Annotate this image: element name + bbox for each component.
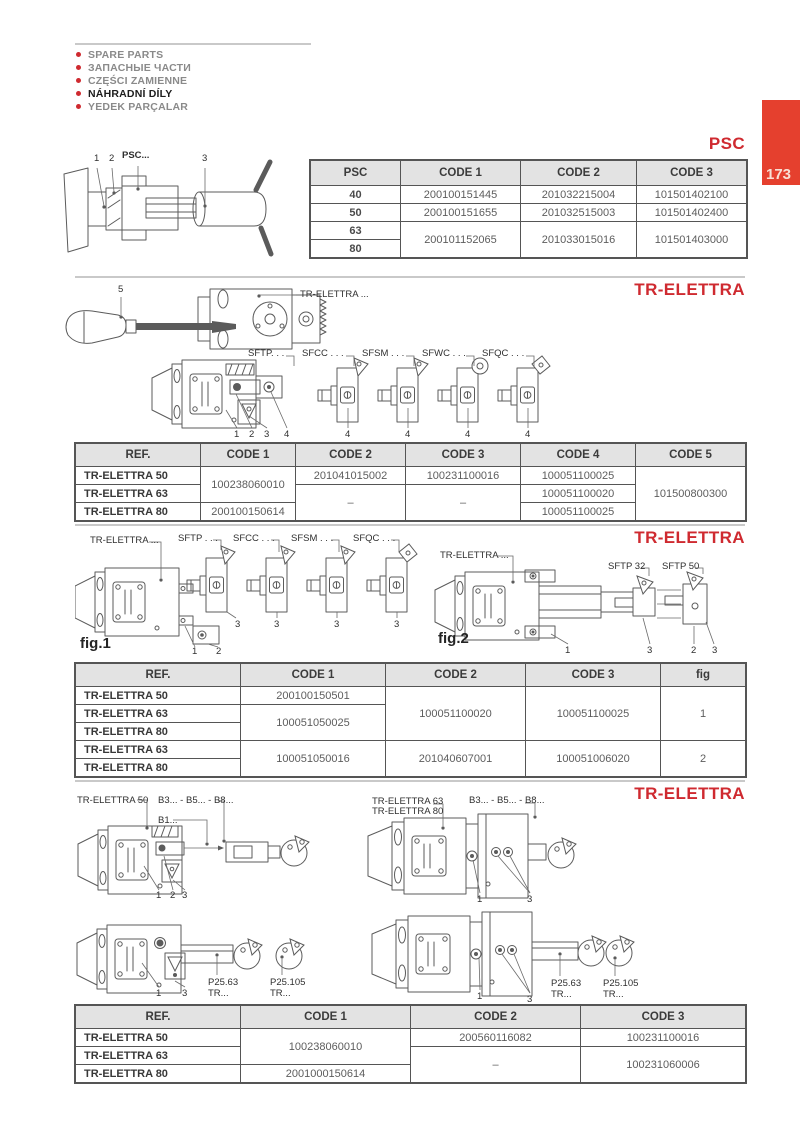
- callout-1: 1: [192, 646, 198, 657]
- p25-105-code: P25.105: [603, 978, 639, 989]
- callout-2: 2: [170, 890, 176, 901]
- code-cell: 100051100025: [526, 687, 661, 741]
- bullet-icon: [76, 104, 81, 109]
- col-code2: CODE 2: [411, 1006, 581, 1029]
- ref-cell: 63: [311, 222, 401, 240]
- col-code4: CODE 4: [521, 444, 636, 467]
- section-title-tr-elettra-3: TR-ELETTRA: [634, 784, 745, 803]
- tool-label-sfqc: SFQC . . .: [353, 533, 396, 544]
- col-fig: fig: [661, 664, 746, 687]
- code-cell: –: [296, 485, 406, 521]
- language-title-list: [76, 48, 191, 113]
- code-cell: 101500800300: [636, 467, 746, 521]
- code-cell: 200560116082: [411, 1029, 581, 1047]
- ref-label-63: TR-ELETTRA 63: [372, 796, 444, 807]
- table-row: [76, 687, 746, 705]
- title-cz: NÁHRADNÍ DÍLY: [88, 87, 173, 100]
- callout-4: 4: [525, 429, 531, 440]
- p25-63-code: P25.63: [551, 978, 582, 989]
- ref-label: TR-ELETTRA ...: [440, 550, 509, 561]
- table-row: [311, 186, 747, 204]
- code-cell: 100238060010: [241, 1029, 411, 1065]
- ref-cell: TR-ELETTRA 80: [76, 503, 201, 521]
- ref-cell: 40: [311, 186, 401, 204]
- col-code3: CODE 3: [406, 444, 521, 467]
- code-cell: 100231060006: [581, 1047, 746, 1083]
- code-cell: 200100151445: [401, 186, 521, 204]
- psc-table: [310, 160, 747, 258]
- code-cell: 200100151655: [401, 204, 521, 222]
- ref-label-80: TR-ELETTRA 80: [372, 806, 444, 817]
- p25-105-tr: TR...: [603, 989, 624, 1000]
- code-cell: 100051100025: [521, 467, 636, 485]
- p25-63-label: [551, 978, 581, 1000]
- psc-drawing: [58, 146, 302, 260]
- callout-3: 3: [202, 153, 208, 164]
- list-item: [76, 87, 191, 100]
- tr-elettra-table-1: [75, 443, 746, 521]
- bullet-icon: [76, 65, 81, 70]
- callout-2: 2: [691, 645, 697, 656]
- fig2-drawing: [425, 530, 750, 655]
- tr-elettra-table-2: [75, 663, 746, 777]
- callout-4: 4: [345, 429, 351, 440]
- fig1-caption: fig.1: [80, 635, 111, 652]
- callout-2: 2: [249, 429, 255, 440]
- table-header-row: [76, 444, 746, 467]
- list-item: [76, 61, 191, 74]
- fig-cell: 1: [661, 687, 746, 741]
- code-cell: 101501402100: [637, 186, 747, 204]
- ref-label: TR-ELETTRA 50: [77, 795, 149, 806]
- p25-63-label: [208, 977, 238, 999]
- section-title-tr-elettra-1: TR-ELETTRA: [634, 280, 745, 299]
- p25-drawing-50: [70, 905, 370, 1005]
- col-code1: CODE 1: [401, 161, 521, 186]
- callout-3: 3: [182, 890, 188, 901]
- col-psc: PSC: [311, 161, 401, 186]
- code-cell: 100051050016: [241, 741, 386, 777]
- col-ref: REF.: [76, 1006, 241, 1029]
- tr-elettra-table-3: [75, 1005, 746, 1083]
- p25-drawing-63-80: [365, 900, 675, 1005]
- callout-3: 3: [274, 619, 280, 630]
- title-pl: CZĘŚCI ZAMIENNE: [88, 74, 188, 87]
- ref-cell: TR-ELETTRA 80: [76, 723, 241, 741]
- callout-3: 3: [235, 619, 241, 630]
- col-code2: CODE 2: [296, 444, 406, 467]
- b-series-label: B3... - B5... - B8...: [158, 795, 234, 806]
- p25-105-tr: TR...: [270, 988, 291, 999]
- list-item: [76, 100, 191, 113]
- ref-cell: TR-ELETTRA 63: [76, 485, 201, 503]
- col-ref: REF.: [76, 664, 241, 687]
- ref-cell: TR-ELETTRA 80: [76, 1065, 241, 1083]
- col-code3: CODE 3: [581, 1006, 746, 1029]
- callout-3: 3: [527, 994, 533, 1005]
- code-cell: 201032515003: [521, 204, 637, 222]
- callout-3: 3: [647, 645, 653, 656]
- table-header-row: [311, 161, 747, 186]
- table-row: [76, 467, 746, 485]
- ref-cell: TR-ELETTRA 63: [76, 1047, 241, 1065]
- fig-cell: 2: [661, 741, 746, 777]
- bullet-icon: [76, 78, 81, 83]
- callout-1: 1: [156, 890, 162, 901]
- code-cell: –: [406, 485, 521, 521]
- callout-3: 3: [527, 894, 533, 905]
- callout-1: 1: [234, 429, 240, 440]
- col-code3: CODE 3: [637, 161, 747, 186]
- tool-label-sftp50: SFTP 50: [662, 561, 700, 572]
- table-row: [311, 204, 747, 222]
- b1-label: B1...: [158, 815, 178, 826]
- code-cell: 100231100016: [406, 467, 521, 485]
- tool-label-sfwc: SFWC . . .: [422, 348, 466, 359]
- ref-cell: TR-ELETTRA 63: [76, 741, 241, 759]
- tool-label-sfcc: SFCC . . .: [233, 533, 275, 544]
- list-item: [76, 48, 191, 61]
- top-divider: [75, 43, 311, 45]
- title-ru: ЗАПАСНЫЕ ЧАСТИ: [88, 61, 192, 74]
- code-cell: 100051100020: [386, 687, 526, 741]
- p25-63-code: P25.63: [208, 977, 239, 988]
- callout-5: 5: [118, 284, 124, 295]
- ref-cell: 50: [311, 204, 401, 222]
- screwdriver-drawing: [60, 283, 405, 355]
- callout-2: 2: [109, 153, 115, 164]
- callout-1: 1: [477, 894, 483, 905]
- ref-label: TR-ELETTRA ...: [300, 289, 369, 300]
- ref-cell: TR-ELETTRA 50: [76, 467, 201, 485]
- callout-1: 1: [94, 153, 100, 164]
- col-code1: CODE 1: [201, 444, 296, 467]
- tool-label-sfcc: SFCC . . .: [302, 348, 344, 359]
- fig2-caption: fig.2: [438, 630, 469, 647]
- code-cell: 100051100020: [521, 485, 636, 503]
- callout-3: 3: [712, 645, 718, 656]
- list-item: [76, 74, 191, 87]
- page-number-badge: [762, 100, 800, 185]
- ref-cell: 80: [311, 240, 401, 258]
- code-cell: 201041015002: [296, 467, 406, 485]
- section-divider: [75, 780, 745, 782]
- ref-cell: TR-ELETTRA 50: [76, 1029, 241, 1047]
- tool-label-sfqc: SFQC . . .: [482, 348, 525, 359]
- callout-1: 1: [477, 991, 483, 1002]
- col-ref: REF.: [76, 444, 201, 467]
- col-code5: CODE 5: [636, 444, 746, 467]
- tool-label-sftp32: SFTP 32: [608, 561, 646, 572]
- callout-4: 4: [405, 429, 411, 440]
- code-cell: 201032215004: [521, 186, 637, 204]
- section-title-psc: PSC: [708, 134, 745, 153]
- section-title-tr-elettra-2: TR-ELETTRA: [634, 528, 745, 547]
- code-cell: 100051050025: [241, 705, 386, 741]
- b-series-drawing-50: [70, 790, 370, 905]
- title-en: SPARE PARTS: [88, 48, 164, 61]
- code-cell: 2001000150614: [241, 1065, 411, 1083]
- table-header-row: [76, 664, 746, 687]
- cartridge-row-drawing: [150, 348, 570, 443]
- tool-label-sftp: SFTP. . .: [248, 348, 285, 359]
- ref-cell: TR-ELETTRA 63: [76, 705, 241, 723]
- callout-1: 1: [565, 645, 571, 656]
- code-cell: 101501403000: [637, 222, 747, 258]
- callout-2: 2: [216, 646, 222, 657]
- section-divider: [75, 276, 745, 278]
- fig1-drawing: [75, 530, 420, 655]
- code-cell: 100238060010: [201, 467, 296, 503]
- p25-105-label: [603, 978, 638, 1000]
- callout-1: 1: [156, 988, 162, 999]
- b-series-label: B3... - B5... - B8...: [469, 795, 545, 806]
- p25-63-tr: TR...: [551, 989, 572, 1000]
- bullet-icon: [76, 91, 81, 96]
- section-divider: [75, 524, 745, 526]
- page-number: 173: [766, 166, 792, 183]
- code-cell: 101501402400: [637, 204, 747, 222]
- b-series-drawing-63-80: [365, 790, 675, 910]
- code-cell: 200100150501: [241, 687, 386, 705]
- code-cell: 100231100016: [581, 1029, 746, 1047]
- code-cell: 200100150614: [201, 503, 296, 521]
- table-row: [76, 1047, 746, 1065]
- callout-4: 4: [465, 429, 471, 440]
- col-code1: CODE 1: [241, 1006, 411, 1029]
- ref-label: TR-ELETTRA ...: [90, 535, 159, 546]
- code-cell: 201033015016: [521, 222, 637, 258]
- table-row: [311, 222, 747, 240]
- col-code2: CODE 2: [521, 161, 637, 186]
- col-code3: CODE 3: [526, 664, 661, 687]
- code-cell: 200101152065: [401, 222, 521, 258]
- p25-105-label: [270, 977, 305, 999]
- ref-cell: TR-ELETTRA 50: [76, 687, 241, 705]
- callout-3: 3: [334, 619, 340, 630]
- code-cell: 100051006020: [526, 741, 661, 777]
- callout-3: 3: [264, 429, 270, 440]
- ref-cell: TR-ELETTRA 80: [76, 759, 241, 777]
- tool-label-sfsm: SFSM . . .: [362, 348, 405, 359]
- col-code2: CODE 2: [386, 664, 526, 687]
- table-header-row: [76, 1006, 746, 1029]
- tool-label-sfsm: SFSM . . .: [291, 533, 334, 544]
- tool-label-sftp: SFTP . . .: [178, 533, 218, 544]
- part-label-psc: PSC...: [122, 150, 150, 161]
- p25-105-code: P25.105: [270, 977, 306, 988]
- table-row: [76, 741, 746, 759]
- code-cell: –: [411, 1047, 581, 1083]
- callout-3: 3: [394, 619, 400, 630]
- p25-63-tr: TR...: [208, 988, 229, 999]
- col-code1: CODE 1: [241, 664, 386, 687]
- title-tr: YEDEK PARÇALAR: [88, 100, 189, 113]
- table-row: [76, 1029, 746, 1047]
- callout-3: 3: [182, 988, 188, 999]
- code-cell: 100051100025: [521, 503, 636, 521]
- code-cell: 201040607001: [386, 741, 526, 777]
- callout-4: 4: [284, 429, 290, 440]
- bullet-icon: [76, 52, 81, 57]
